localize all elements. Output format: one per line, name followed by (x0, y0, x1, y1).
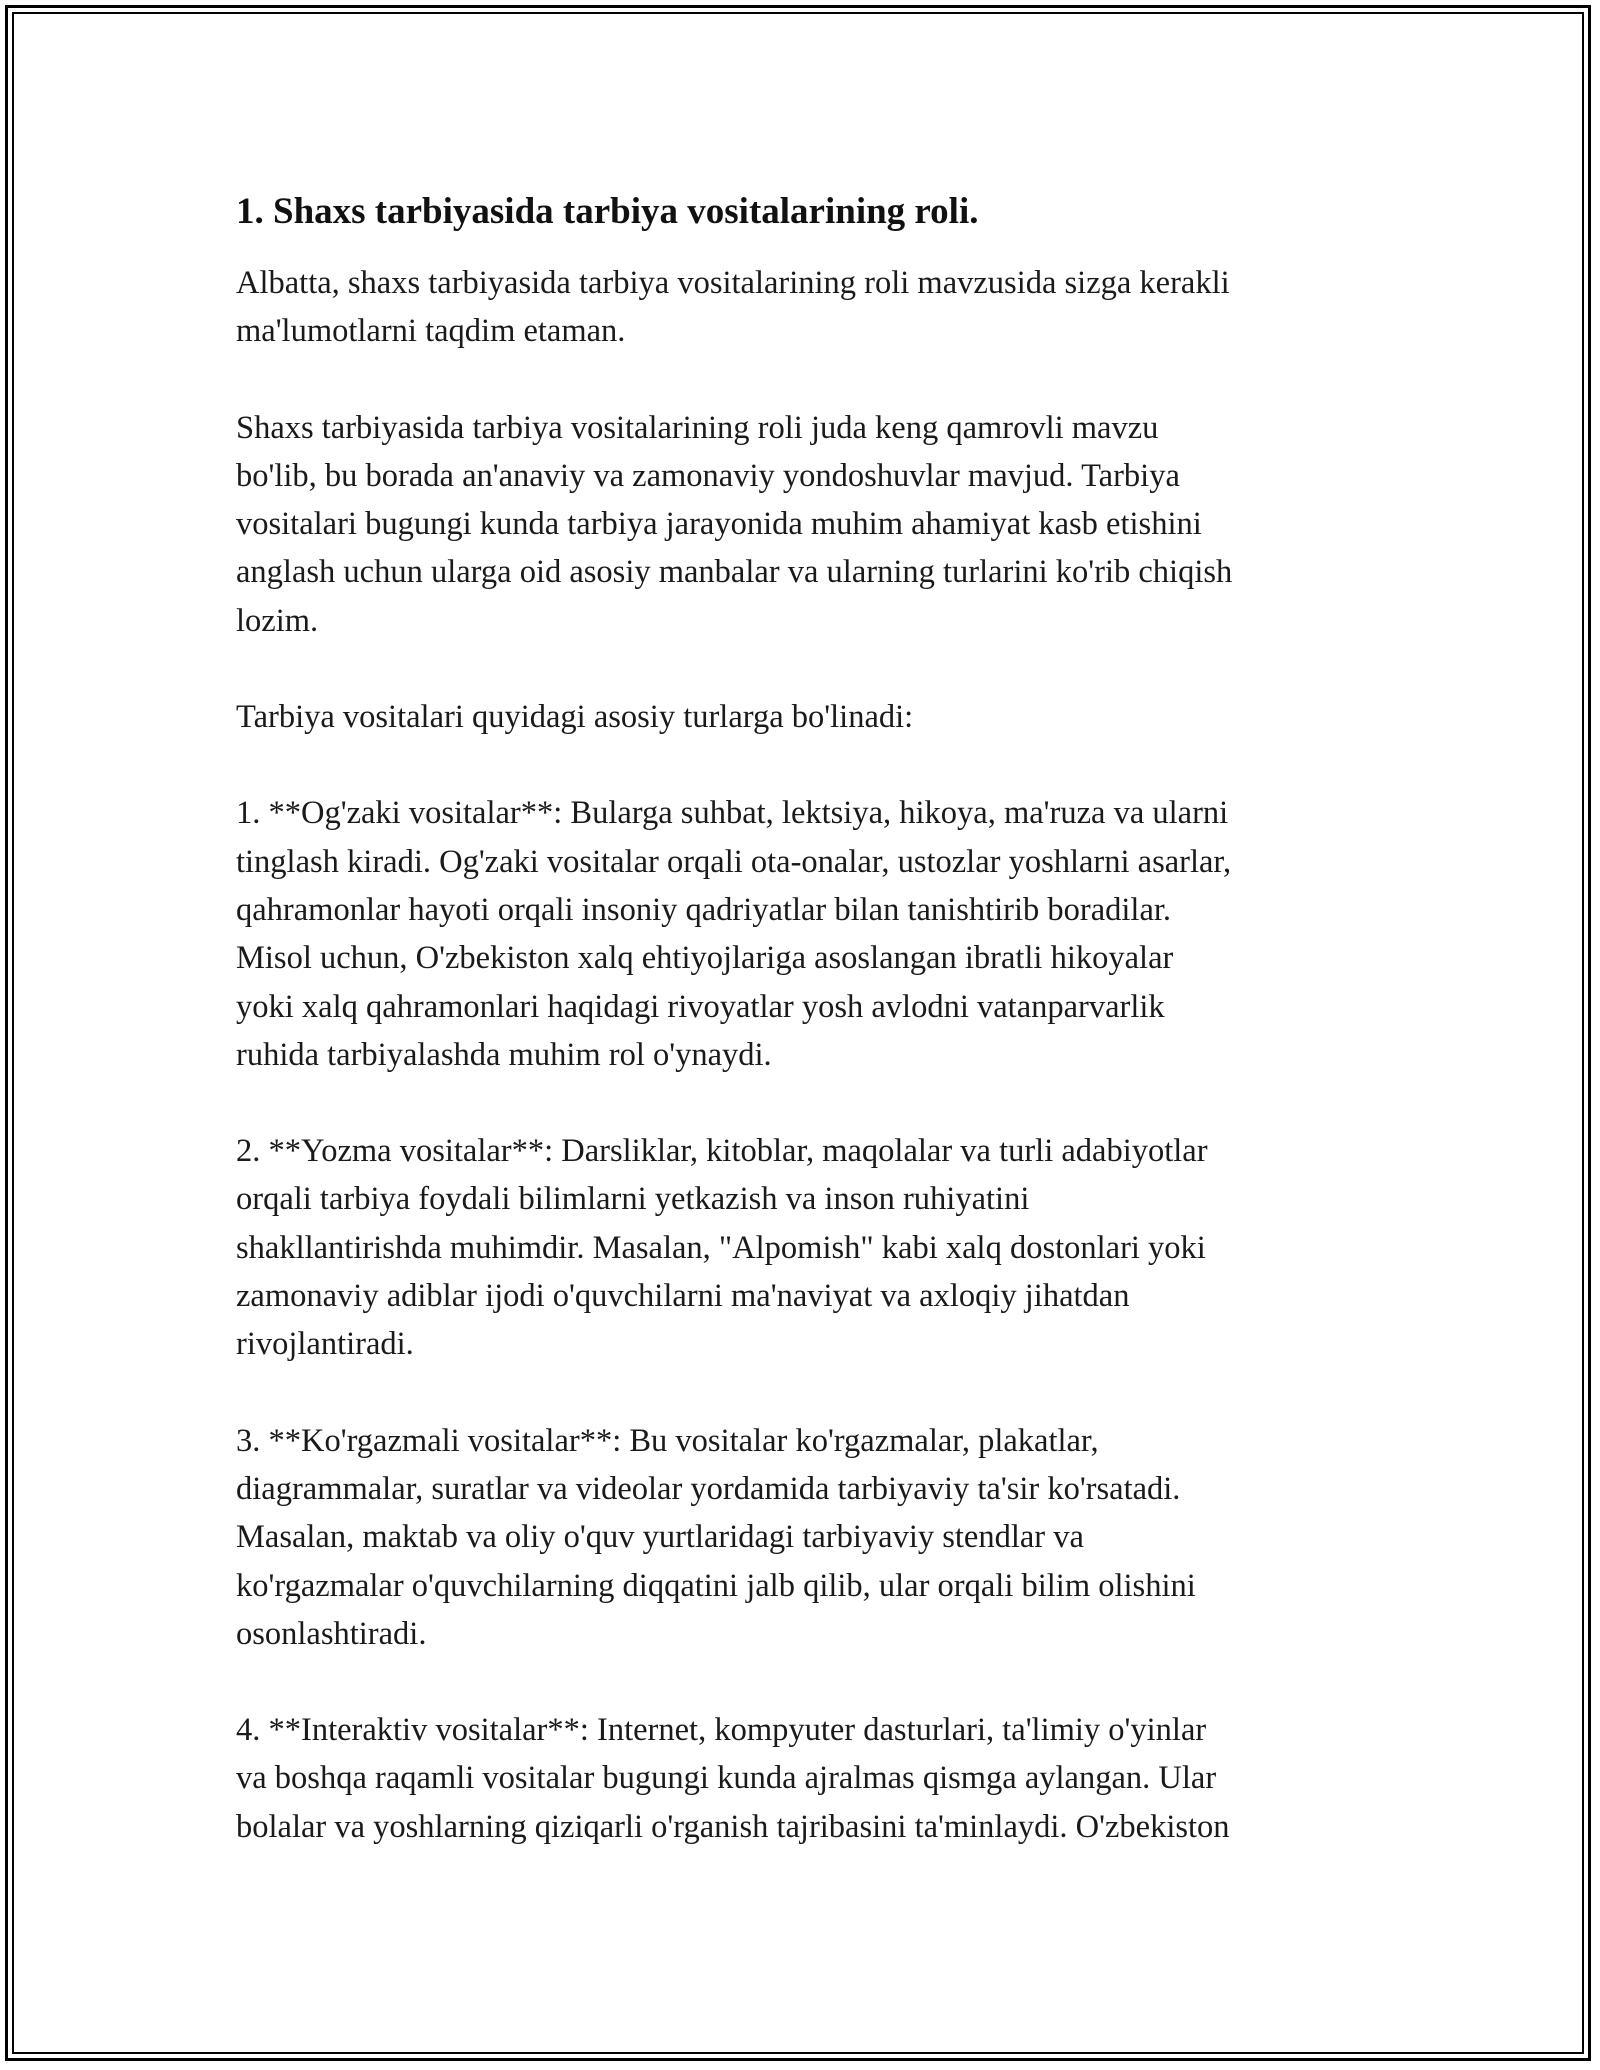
paragraph-line: bo'lib, bu borada an'anaviy va zamonaviy yondoshuvlar mavjud. Tarbiya (236, 457, 1180, 494)
paragraph-line: Misol uchun, O'zbekiston xalq ehtiyojlariga asoslangan ibratli hikoyalar (236, 940, 1174, 977)
paragraph-intro (236, 259, 1371, 356)
paragraph-types-intro (236, 693, 1371, 741)
paragraph-line: 4. **Interaktiv vositalar**: Internet, kompyuter dasturlari, ta'limiy o'yinlar (236, 1712, 1207, 1749)
paragraph-line: ruhida tarbiyalashda muhim rol o'ynaydi. (236, 1036, 772, 1073)
paragraph-line: bolalar va yoshlarning qiziqarli o'rganish tajribasini ta'minlaydi. O'zbekiston (236, 1808, 1230, 1845)
paragraph-line: shakllantirishda muhimdir. Masalan, "Alpomish" kabi xalq dostonlari yoki (236, 1229, 1206, 1266)
paragraph-line: vositalari bugungi kunda tarbiya jarayonida muhim ahamiyat kasb etishini (236, 506, 1202, 543)
list-item-written-means (236, 1127, 1371, 1368)
paragraph-line: rivojlantiradi. (236, 1326, 414, 1363)
paragraph-line: tinglash kiradi. Og'zaki vositalar orqali ota-onalar, ustozlar yoshlarni asarlar, (236, 843, 1232, 880)
document-body (236, 188, 1371, 1899)
paragraph-line: Shaxs tarbiyasida tarbiya vositalarining roli juda keng qamrovli mavzu (236, 409, 1159, 446)
paragraph-line: osonlashtiradi. (236, 1615, 427, 1652)
paragraph-line: yoki xalq qahramonlari haqidagi rivoyatlar yosh avlodni vatanparvarlik (236, 988, 1165, 1025)
paragraph-line: va boshqa raqamli vositalar bugungi kunda ajralmas qismga aylangan. Ular (236, 1760, 1217, 1797)
paragraph-line: Tarbiya vositalari quyidagi asosiy turlarga bo'linadi: (236, 699, 914, 736)
list-item-visual-means (236, 1417, 1371, 1658)
paragraph-line: diagrammalar, suratlar va videolar yordamida tarbiyaviy ta'sir ko'rsatadi. (236, 1470, 1181, 1507)
document-title: 1. Shaxs tarbiyasida tarbiya vositalarining roli. (236, 191, 979, 232)
paragraph-line: ko'rgazmalar o'quvchilarning diqqatini jalb qilib, ular orqali bilim olishini (236, 1567, 1196, 1604)
paragraph-line: qahramonlar hayoti orqali insoniy qadriyatlar bilan tanishtirib boradilar. (236, 891, 1172, 928)
paragraph-line: ma'lumotlarni taqdim etaman. (236, 313, 626, 350)
paragraph-line: 1. **Og'zaki vositalar**: Bularga suhbat, lektsiya, hikoya, ma'ruza va ularni (236, 795, 1229, 832)
paragraph-line: Albatta, shaxs tarbiyasida tarbiya vositalarining roli mavzusida sizga kerakli (236, 265, 1230, 301)
paragraph-overview (236, 404, 1371, 645)
paragraph-line: anglash uchun ularga oid asosiy manbalar va ularning turlarini ko'rib chiqish (236, 554, 1233, 591)
paragraph-line: 2. **Yozma vositalar**: Darsliklar, kitoblar, maqolalar va turli adabiyotlar (236, 1133, 1208, 1170)
list-item-oral-means (236, 789, 1371, 1079)
paragraph-line: lozim. (236, 602, 319, 639)
paragraph-line: Masalan, maktab va oliy o'quv yurtlaridagi tarbiyaviy stendlar va (236, 1519, 1084, 1556)
paragraph-line: 3. **Ko'rgazmali vositalar**: Bu vositalar ko'rgazmalar, plakatlar, (236, 1422, 1099, 1459)
paragraph-line: orqali tarbiya foydali bilimlarni yetkazish va inson ruhiyatini (236, 1181, 1030, 1218)
list-item-interactive-means (236, 1706, 1371, 1851)
paragraph-line: zamonaviy adiblar ijodi o'quvchilarni ma'naviyat va axloqiy jihatdan (236, 1278, 1130, 1315)
